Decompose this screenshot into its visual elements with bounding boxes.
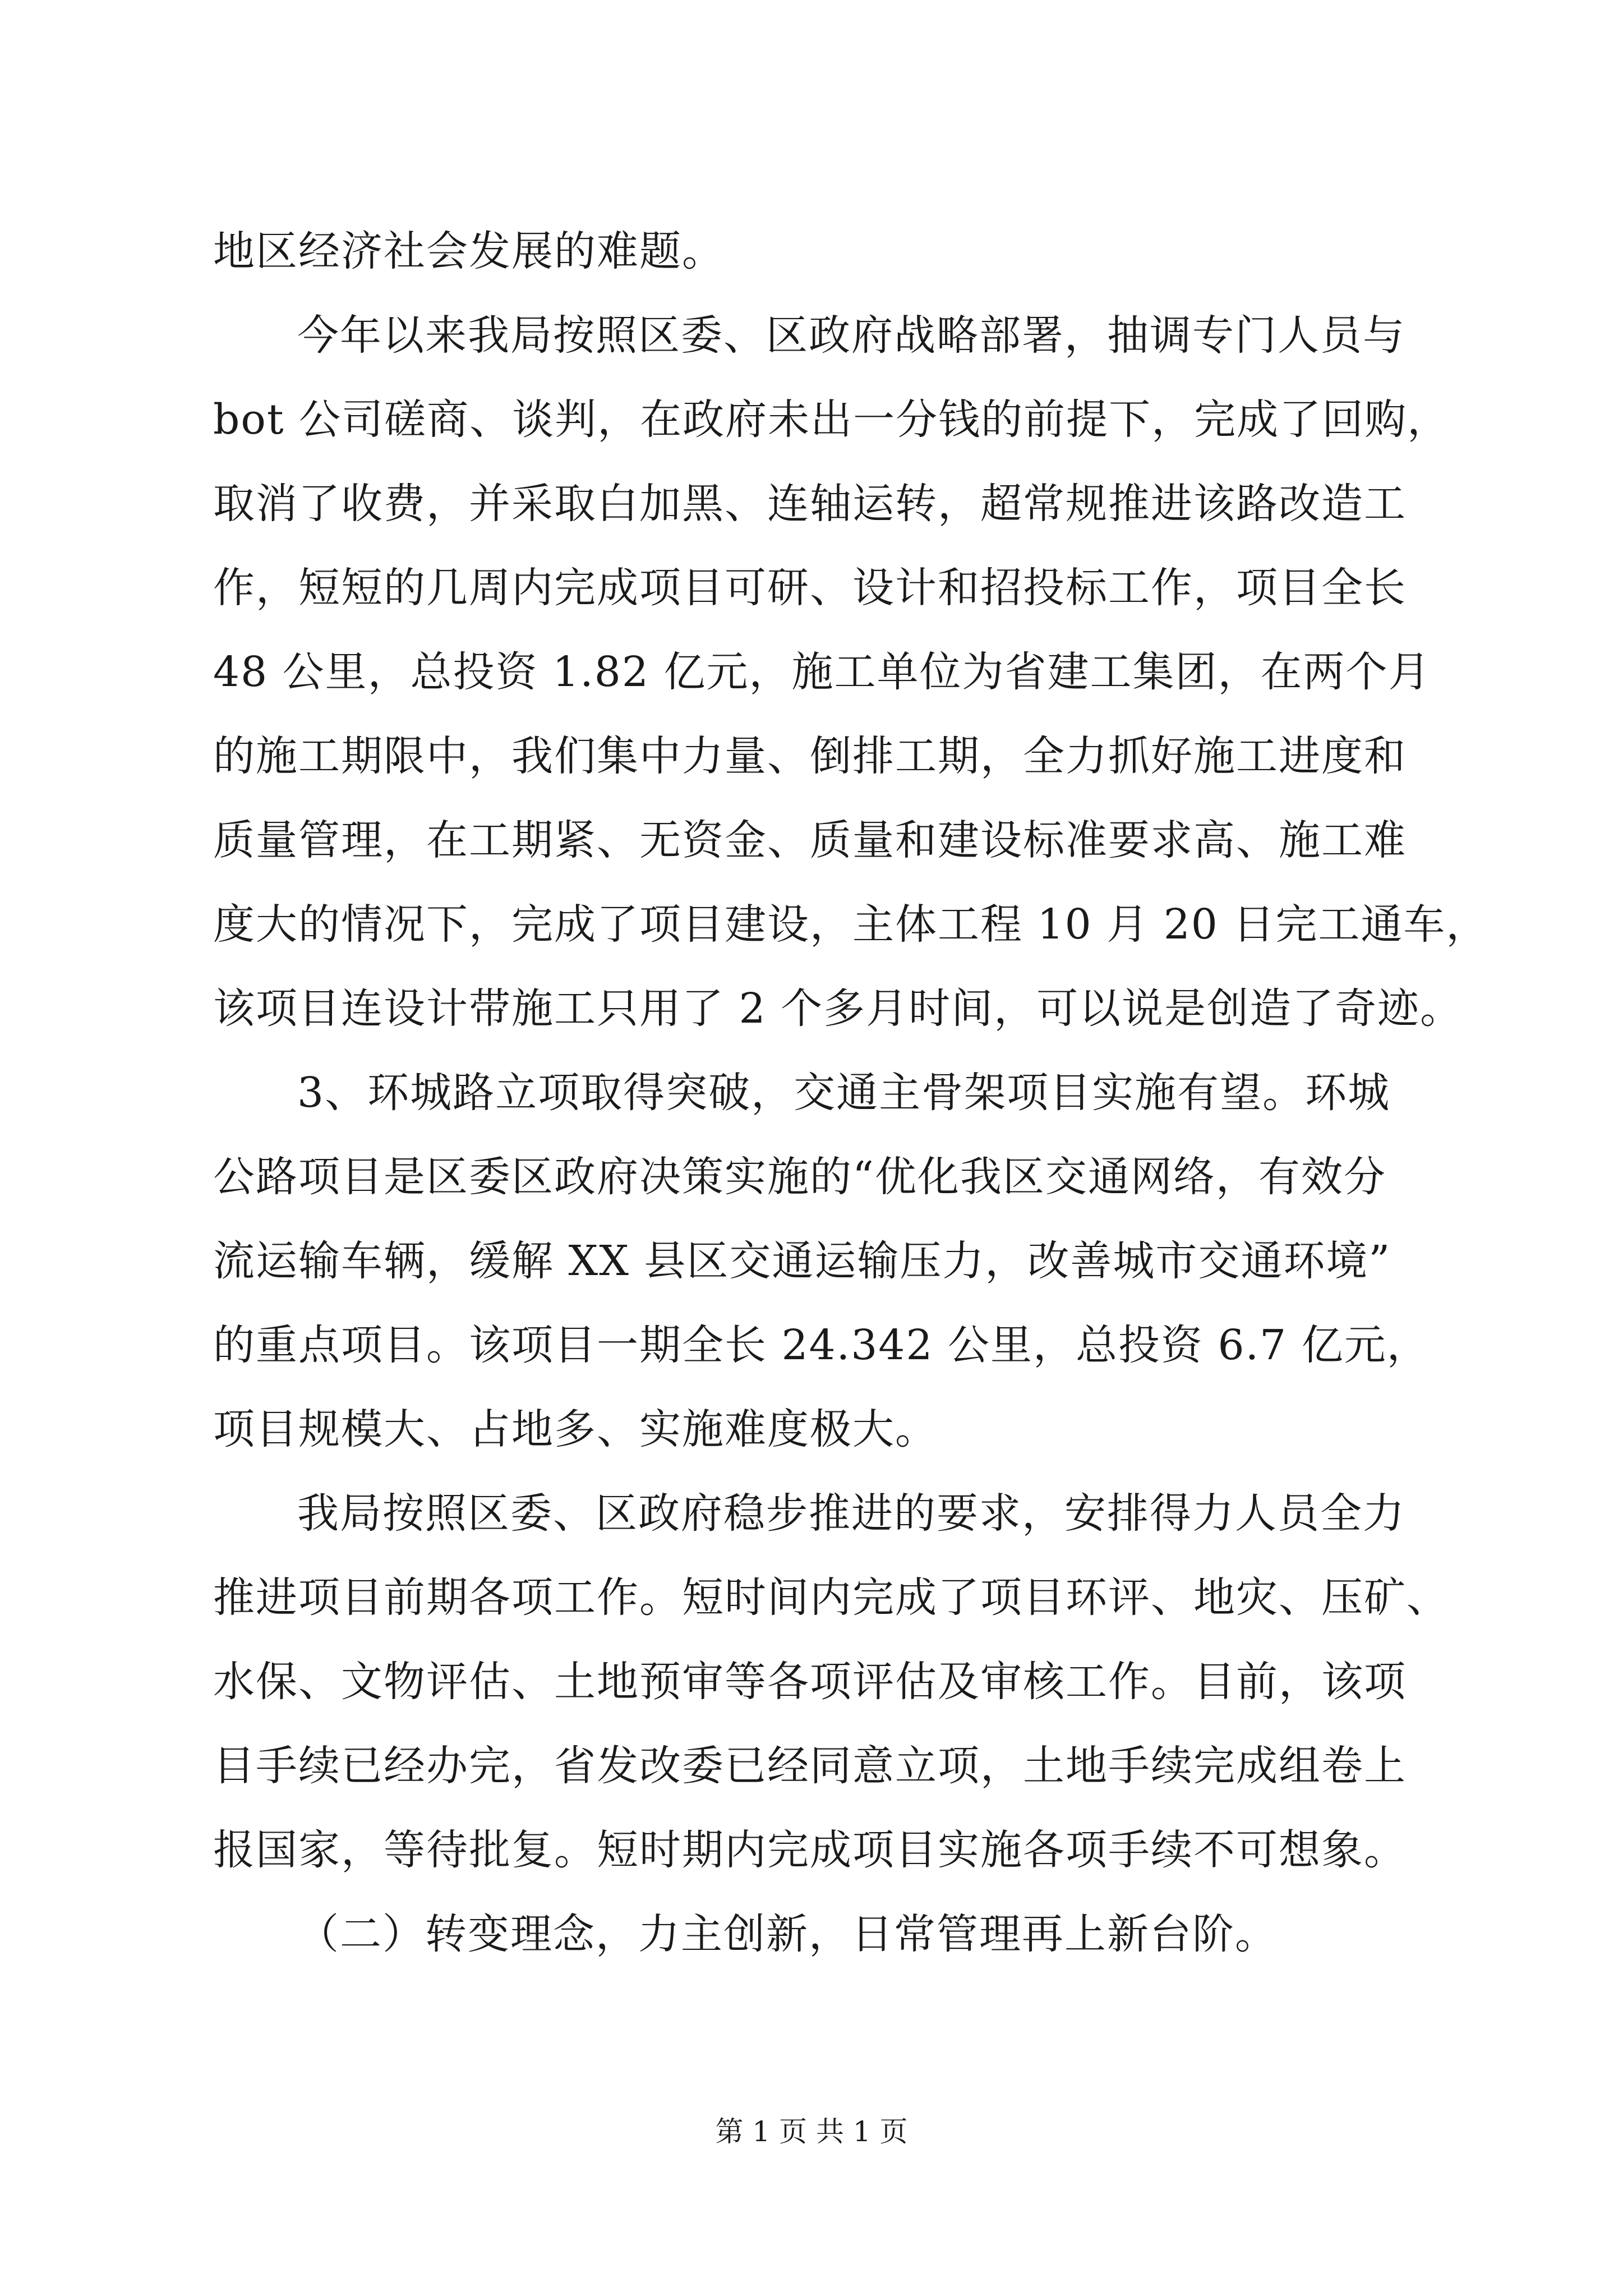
body-text-line: 取消了收费，并采取白加黑、连轴运转，超常规推进该路改造工 [213, 480, 1407, 528]
body-text-line: 推进项目前期各项工作。短时间内完成了项目环评、地灾、压矿、 [213, 1573, 1449, 1622]
body-text-line: 目手续已经办完，省发改委已经同意立项，土地手续完成组卷上 [213, 1742, 1407, 1790]
page-number-footer: 第 1 页 共 1 页 [715, 2115, 908, 2148]
body-text-line: 今年以来我局按照区委、区政府战略部署，抽调专门人员与 [297, 311, 1405, 360]
body-text-line: 质量管理，在工期紧、无资金、质量和建设标准要求高、施工难 [213, 816, 1407, 864]
body-text-line: bot 公司磋商、谈判，在政府未出一分钱的前提下，完成了回购， [213, 395, 1450, 444]
body-text-line: 我局按照区委、区政府稳步推进的要求，安排得力人员全力 [297, 1489, 1405, 1538]
body-text-line: 流运输车辆，缓解 XX 县区交通运输压力，改善城市交通环境” [213, 1237, 1391, 1285]
body-text-line: 3、环城路立项取得突破，交通主骨架项目实施有望。环城 [297, 1069, 1391, 1117]
body-text-line: 报国家，等待批复。短时期内完成项目实施各项手续不可想象。 [213, 1826, 1407, 1874]
body-text-line: 度大的情况下，完成了项目建设，主体工程 10 月 20 日完工通车， [213, 900, 1489, 949]
body-text-line: 项目规模大、占地多、实施难度极大。 [213, 1405, 938, 1453]
body-text-line: 公路项目是区委区政府决策实施的“优化我区交通网络，有效分 [213, 1153, 1386, 1201]
section-heading: （二）转变理念，力主创新，日常管理再上新台阶。 [297, 1910, 1278, 1958]
body-text-line: 的施工期限中，我们集中力量、倒排工期，全力抓好施工进度和 [213, 732, 1407, 780]
body-text-line: 48 公里，总投资 1.82 亿元，施工单位为省建工集团，在两个月 [213, 648, 1431, 696]
body-text-line: 水保、文物评估、土地预审等各项评估及审核工作。目前，该项 [213, 1658, 1407, 1706]
body-text-line: 该项目连设计带施工只用了 2 个多月时间，可以说是创造了奇迹。 [213, 984, 1463, 1033]
body-text-line: 作，短短的几周内完成项目可研、设计和招投标工作，项目全长 [213, 564, 1407, 612]
body-text-line: 的重点项目。该项目一期全长 24.342 公里，总投资 6.7 亿元， [213, 1321, 1430, 1369]
body-text-line: 地区经济社会发展的难题。 [213, 227, 725, 275]
